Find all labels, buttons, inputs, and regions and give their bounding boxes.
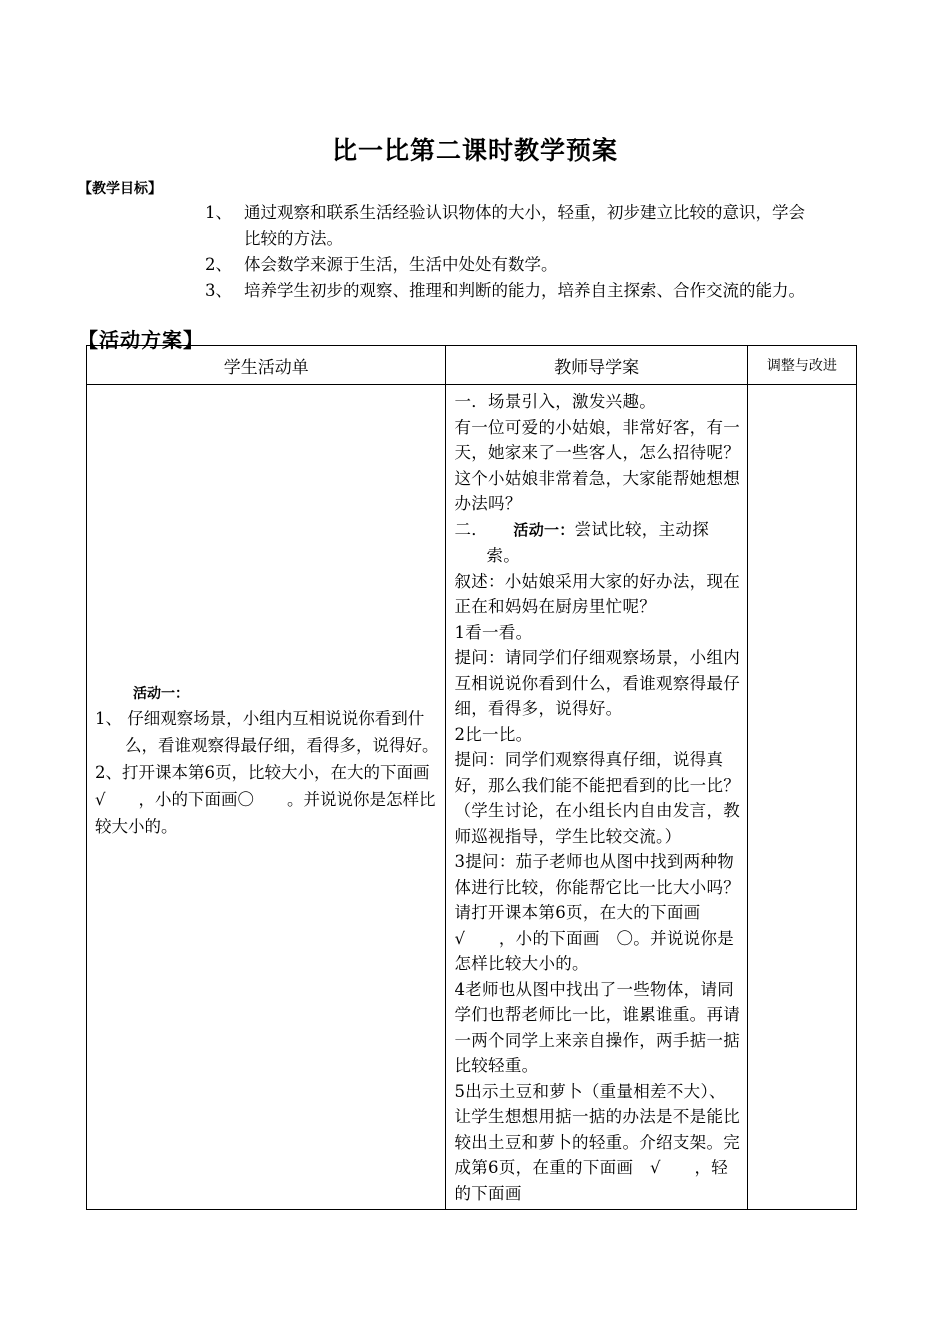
student-activity-label: 活动一： bbox=[133, 686, 189, 702]
activity-table bbox=[86, 345, 857, 1210]
goals-list bbox=[205, 200, 815, 304]
plan-heading: 【活动方案】 bbox=[78, 328, 204, 352]
teacher-para: 提问：请同学们仔细观察场景，小组内互相说说你看到什么，看谁观察得最仔细，看得多，说得好。 bbox=[454, 648, 741, 718]
goal-number: 1、 bbox=[205, 203, 232, 222]
goal-item bbox=[205, 200, 815, 252]
header-teacher-guide: 教师导学案 bbox=[446, 346, 747, 385]
header-student-activity: 学生活动单 bbox=[87, 346, 446, 385]
goal-number: 3、 bbox=[205, 281, 232, 300]
goal-item bbox=[205, 252, 815, 278]
table-header-row bbox=[87, 346, 857, 385]
goal-number: 2、 bbox=[205, 255, 232, 274]
teacher-para: 3提问：茄子老师也从图中找到两种物体进行比较，你能帮它比一比大小吗？请打开课本第6页，在大的下面画√ ，小的下面画 〇。并说说你是怎样比较大小的。 bbox=[454, 852, 741, 973]
student-cell bbox=[87, 385, 446, 1210]
teacher-para: 提问：同学们观察得真仔细，说得真好，那么我们能不能把看到的比一比？（学生讨论，在小组长内自由发言，教师巡视指导，学生比较交流。） bbox=[454, 750, 741, 846]
teacher-cell bbox=[446, 385, 747, 1210]
teacher-para: 叙述：小姑娘采用大家的好办法，现在正在和妈妈在厨房里忙呢？ bbox=[454, 571, 741, 616]
table-row bbox=[87, 385, 857, 1210]
student-item: 1、 仔细观察场景，小组内互相说说你看到什么，看谁观察得最仔细，看得多，说得好。 bbox=[95, 709, 439, 755]
goal-text: 体会数学来源于生活，生活中处处有数学。 bbox=[244, 255, 558, 274]
header-adjust: 调整与改进 bbox=[747, 346, 856, 385]
teacher-para: 一．场景引入，激发兴趣。 bbox=[454, 392, 657, 411]
teacher-para: 1看一看。 bbox=[454, 622, 533, 642]
teacher-para: 索。 bbox=[486, 546, 521, 565]
teacher-para: 4老师也从图中找出了一些物体，请同学们也帮老师比一比，谁累谁重。再请一两个同学上来亲自操作，两手掂一掂比较轻重。 bbox=[454, 979, 741, 1075]
goal-text: 培养学生初步的观察、推理和判断的能力，培养自主探索、合作交流的能力。 bbox=[244, 281, 805, 300]
page-title: 比一比第二课时教学预案 bbox=[331, 136, 618, 165]
teacher-section-number: 二． bbox=[454, 519, 514, 539]
teacher-activity-label: 活动一： bbox=[513, 520, 575, 539]
goals-heading: 【教学目标】 bbox=[78, 181, 162, 197]
teacher-para: 有一位可爱的小姑娘，非常好客，有一天，她家来了一些客人，怎么招待呢？这个小姑娘非常着急，大家能帮她想想办法吗？ bbox=[454, 417, 741, 513]
goal-text: 通过观察和联系生活经验认识物体的大小，轻重，初步建立比较的意识，学会比较的方法。 bbox=[244, 203, 805, 248]
goal-item bbox=[205, 278, 815, 304]
teacher-section-title: 尝试比较，主动探 bbox=[574, 519, 710, 539]
teacher-para bbox=[454, 517, 740, 544]
teacher-para: 5出示土豆和萝卜（重量相差不大）、让学生想想用掂一掂的办法是不是能比较出土豆和萝卜的轻重。介绍支架。完成第6页，在重的下面画 √ ，轻的下面画 bbox=[454, 1081, 741, 1203]
adjust-cell bbox=[747, 385, 856, 1210]
teacher-para: 2比一比。 bbox=[454, 724, 533, 744]
student-item: 2、打开课本第6页，比较大小，在大的下面画√ ，小的下面画〇 。并说说你是怎样比较大小的。 bbox=[95, 763, 436, 836]
